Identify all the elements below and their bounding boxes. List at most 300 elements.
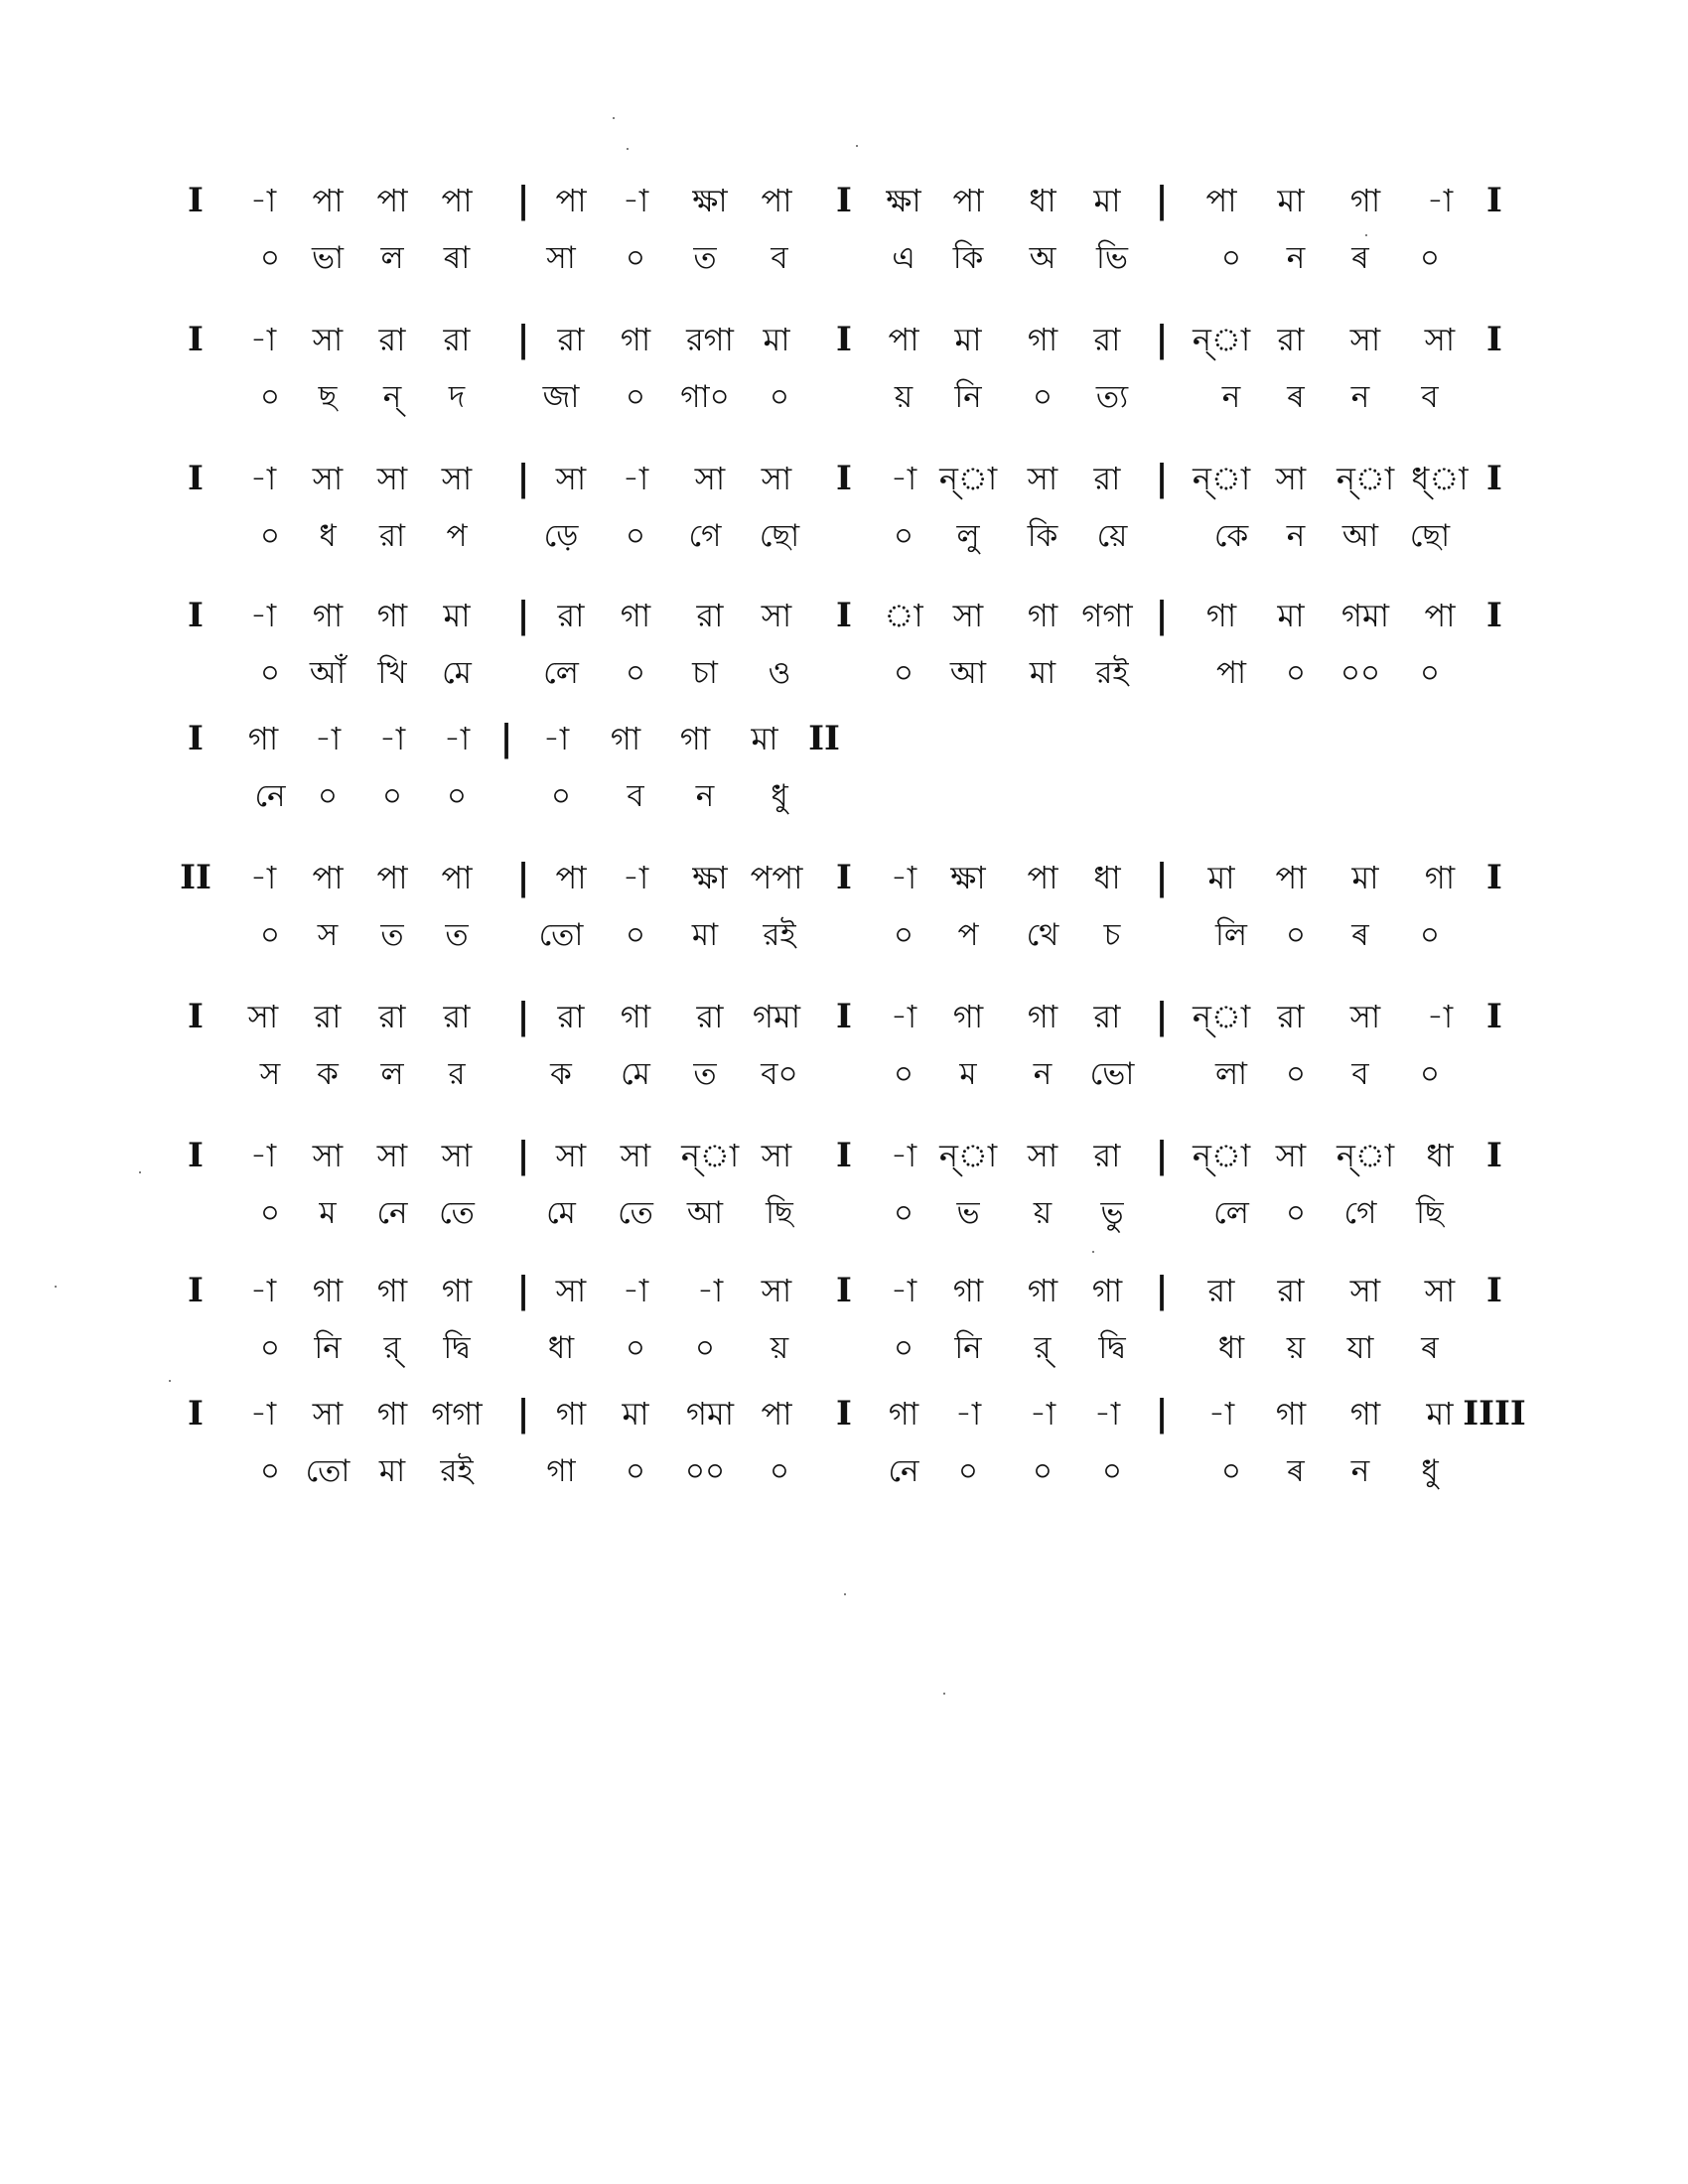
section-mark: I — [1486, 459, 1502, 498]
lyric-syllable: ০ — [259, 1453, 281, 1489]
lyric-syllable: মে — [442, 655, 472, 691]
lyric-syllable: কি — [952, 240, 984, 276]
lyrics-line — [0, 649, 1688, 697]
lyric-syllable: খি — [377, 655, 407, 691]
lyric-syllable: দ্বি — [443, 1330, 471, 1366]
lyric-syllable: চ — [1103, 917, 1121, 953]
note: ন্া — [1336, 460, 1395, 497]
section-mark: I — [1486, 997, 1502, 1036]
lyric-syllable: ল — [380, 1056, 404, 1092]
lyric-syllable: ০ — [893, 1330, 914, 1366]
section-mark: I — [188, 320, 204, 359]
note: মা — [622, 1395, 649, 1433]
note: সা — [376, 1137, 408, 1174]
lyric-syllable: গা০ — [680, 379, 730, 415]
note: গা — [1027, 321, 1058, 358]
note: গমা — [752, 998, 801, 1035]
lyric-syllable: ০ — [957, 1453, 979, 1489]
lyric-syllable: মা — [1029, 655, 1056, 691]
lyric-syllable: রা — [378, 518, 406, 554]
lyric-syllable: ০ — [446, 778, 468, 814]
lyric-syllable: ০ — [625, 240, 646, 276]
note: ক্ষা — [886, 182, 921, 219]
section-mark: I — [836, 1136, 852, 1175]
lyrics-line — [0, 1050, 1688, 1098]
note: সা — [1275, 1137, 1307, 1174]
lyric-syllable: ত — [693, 240, 717, 276]
note: মা — [751, 720, 778, 757]
bar-line: | — [516, 458, 530, 499]
lyric-syllable: ০ — [1032, 379, 1054, 415]
note: গগা — [1081, 597, 1133, 634]
note: ন্া — [680, 1137, 740, 1174]
note: -া — [1093, 1395, 1121, 1433]
note: রা — [557, 597, 585, 634]
lyric-syllable: মা — [378, 1453, 406, 1489]
lyric-syllable: চা — [692, 655, 718, 691]
lyric-syllable: য় — [894, 379, 914, 415]
lyrics-line — [0, 1189, 1688, 1237]
notation-line — [0, 1390, 1688, 1437]
note: রা — [378, 998, 406, 1035]
lyric-syllable: ০ — [259, 379, 281, 415]
lyric-syllable: নি — [954, 379, 982, 415]
note: -া — [622, 460, 649, 497]
bar-line: | — [516, 996, 530, 1037]
note: রা — [1093, 460, 1121, 497]
scan-speck — [943, 1693, 945, 1695]
note: সা — [952, 597, 984, 634]
note: -া — [890, 1137, 917, 1174]
note: গা — [376, 1395, 408, 1433]
lyric-syllable: ভু — [1100, 1195, 1124, 1231]
lyric-syllable: ০ — [1220, 1453, 1242, 1489]
note: পা — [1275, 859, 1307, 896]
lyric-syllable: ০ — [550, 778, 572, 814]
lyric-syllable: ল — [380, 240, 404, 276]
lyric-syllable: নি — [314, 1330, 342, 1366]
note: গা — [312, 1272, 344, 1309]
note: পা — [1205, 182, 1237, 219]
lyric-syllable: ন — [1286, 518, 1306, 554]
note: -া — [622, 1272, 649, 1309]
note: সা — [555, 1272, 587, 1309]
note: া — [884, 597, 923, 634]
note: সা — [1424, 321, 1456, 358]
lyric-syllable: ০ — [625, 917, 646, 953]
lyric-syllable: প — [446, 518, 468, 554]
section-mark: I — [188, 1271, 204, 1310]
section-mark: I — [836, 181, 852, 220]
note: -া — [1029, 1395, 1056, 1433]
lyric-syllable: ০ — [625, 379, 646, 415]
notation-line — [0, 592, 1688, 639]
lyric-syllable: ০ — [259, 655, 281, 691]
note: রা — [696, 998, 724, 1035]
lyric-syllable: য় — [1033, 1195, 1053, 1231]
lyric-syllable: ন — [1350, 1453, 1370, 1489]
note: সা — [1424, 1272, 1456, 1309]
note: -া — [443, 720, 471, 757]
section-mark: I — [836, 596, 852, 635]
note: ন্া — [1336, 1137, 1395, 1174]
bar-line: | — [1155, 1270, 1169, 1311]
lyric-syllable: ০ — [893, 917, 914, 953]
section-mark: II — [808, 719, 840, 758]
note: পা — [555, 182, 587, 219]
lyric-syllable: ভ — [956, 1195, 980, 1231]
bar-line: | — [499, 718, 513, 759]
section-mark: II — [180, 858, 211, 897]
note: সা — [761, 1137, 792, 1174]
note: মা — [1207, 859, 1235, 896]
bar-line: | — [516, 857, 530, 898]
lyric-syllable: য় — [770, 1330, 789, 1366]
lyric-syllable: তো — [305, 1453, 351, 1489]
note: রা — [314, 998, 342, 1035]
lyric-syllable: ক — [317, 1056, 339, 1092]
note: -া — [622, 859, 649, 896]
lyric-syllable: তে — [439, 1195, 475, 1231]
note: -া — [954, 1395, 982, 1433]
bar-line: | — [1155, 857, 1169, 898]
lyric-syllable: যা — [1346, 1330, 1374, 1366]
bar-line: | — [1155, 319, 1169, 360]
note: মা — [1351, 859, 1379, 896]
note: সা — [1027, 1137, 1058, 1174]
lyric-syllable: ০ — [893, 655, 914, 691]
note: গা — [610, 720, 641, 757]
lyric-syllable: মে — [546, 1195, 576, 1231]
note: ন্া — [938, 460, 998, 497]
section-mark: I — [836, 320, 852, 359]
lyric-syllable: ব — [1351, 1056, 1369, 1092]
lyric-syllable: লি — [1215, 917, 1247, 953]
lyric-syllable: ন — [1033, 1056, 1053, 1092]
note: সা — [555, 460, 587, 497]
bar-line: | — [516, 595, 530, 636]
lyric-syllable: ০ — [1419, 240, 1441, 276]
lyric-syllable: আ — [686, 1195, 724, 1231]
note: ধা — [1093, 859, 1121, 896]
lyric-syllable: তো — [538, 917, 584, 953]
lyric-syllable: ম — [319, 1195, 337, 1231]
bar-line: | — [1155, 996, 1169, 1037]
note: রা — [1093, 1137, 1121, 1174]
lyric-syllable: ০ — [1285, 917, 1307, 953]
note: পা — [441, 859, 473, 896]
note: -া — [249, 1137, 277, 1174]
lyric-syllable: স — [317, 917, 339, 953]
lyric-syllable: ০ — [625, 1330, 646, 1366]
lyric-syllable: ০ — [893, 1056, 914, 1092]
bar-line: | — [516, 180, 530, 221]
lyric-syllable: ৰা — [443, 240, 471, 276]
notation-line — [0, 993, 1688, 1040]
lyric-syllable: কি — [1027, 518, 1058, 554]
lyric-syllable: ধা — [547, 1330, 575, 1366]
note: পা — [555, 859, 587, 896]
note: সা — [312, 1137, 344, 1174]
notation-line — [0, 854, 1688, 901]
lyric-syllable: ০ — [769, 1453, 790, 1489]
note: -া — [890, 998, 917, 1035]
lyric-syllable: মে — [621, 1056, 650, 1092]
note: ক্ষা — [692, 182, 728, 219]
lyric-syllable: ও — [768, 655, 791, 691]
notation-line — [0, 455, 1688, 502]
note: রা — [1277, 998, 1305, 1035]
scan-speck — [844, 1593, 846, 1595]
note: গা — [376, 1272, 408, 1309]
lyric-syllable: ধু — [771, 778, 788, 814]
note: -া — [249, 1272, 277, 1309]
scan-speck — [55, 1286, 57, 1288]
lyric-syllable: ত — [445, 917, 469, 953]
note: সা — [555, 1137, 587, 1174]
lyric-syllable: ০০ — [684, 1453, 726, 1489]
note: রা — [696, 597, 724, 634]
bar-line: | — [516, 1270, 530, 1311]
notation-line — [0, 715, 1688, 762]
note: -া — [249, 321, 277, 358]
lyric-syllable: ০ — [694, 1330, 716, 1366]
lyric-syllable: ০ — [1419, 655, 1441, 691]
lyric-syllable: মা — [691, 917, 719, 953]
lyric-syllable: কে — [1213, 518, 1249, 554]
lyric-syllable: ব — [1421, 379, 1439, 415]
note: রা — [443, 998, 471, 1035]
lyric-syllable: নে — [376, 1195, 408, 1231]
lyric-syllable: থে — [1026, 917, 1059, 953]
section-mark: I — [188, 1136, 204, 1175]
note: রা — [1093, 321, 1121, 358]
lyric-syllable: ক — [550, 1056, 572, 1092]
note: রা — [1277, 1272, 1305, 1309]
section-mark: I — [836, 858, 852, 897]
bar-line: | — [516, 1393, 530, 1434]
lyric-syllable: ০ — [1285, 1056, 1307, 1092]
note: -া — [314, 720, 342, 757]
lyric-syllable: গে — [688, 518, 722, 554]
section-mark: IIII — [1463, 1394, 1526, 1433]
lyric-syllable: ন — [1286, 240, 1306, 276]
lyrics-line — [0, 1447, 1688, 1495]
section-mark: I — [188, 1394, 204, 1433]
note: পা — [376, 182, 408, 219]
lyric-syllable: লে — [1213, 1195, 1249, 1231]
section-mark: I — [188, 459, 204, 498]
section-mark: I — [1486, 1271, 1502, 1310]
note: -া — [249, 597, 277, 634]
lyrics-line — [0, 512, 1688, 560]
lyric-syllable: রই — [763, 917, 796, 953]
note: সা — [620, 1137, 651, 1174]
bar-line: | — [1155, 1135, 1169, 1176]
scan-speck — [1365, 234, 1367, 236]
section-mark: I — [836, 459, 852, 498]
note: সা — [761, 460, 792, 497]
note: সা — [441, 460, 473, 497]
lyric-syllable: ভো — [1089, 1056, 1135, 1092]
bar-line: | — [1155, 1393, 1169, 1434]
lyrics-line — [0, 772, 1688, 820]
note: গা — [1349, 1395, 1381, 1433]
lyric-syllable: ০ — [259, 518, 281, 554]
note: মা — [1093, 182, 1121, 219]
lyric-syllable: ০ — [1419, 1056, 1441, 1092]
lyric-syllable: জা — [542, 379, 580, 415]
note: -া — [1426, 998, 1454, 1035]
note: -া — [542, 720, 570, 757]
note: -া — [622, 182, 649, 219]
bar-line: | — [516, 1135, 530, 1176]
note: -া — [249, 859, 277, 896]
note: সা — [761, 597, 792, 634]
note: ন্া — [1192, 460, 1251, 497]
lyric-syllable: ব০ — [761, 1056, 798, 1092]
note: ন্া — [938, 1137, 998, 1174]
note: -া — [890, 859, 917, 896]
lyric-syllable: ব — [627, 778, 644, 814]
note: পা — [312, 182, 344, 219]
notation-line — [0, 177, 1688, 224]
note: পা — [1027, 859, 1058, 896]
note: ধা — [1426, 1137, 1454, 1174]
note: গা — [620, 597, 651, 634]
note: গা — [247, 720, 279, 757]
lyric-syllable: য়ে — [1096, 518, 1128, 554]
note: গা — [1275, 1395, 1307, 1433]
lyric-syllable: স — [259, 1056, 281, 1092]
lyric-syllable: ত্য — [1095, 379, 1129, 415]
note: পপা — [750, 859, 803, 896]
lyric-syllable: এ — [892, 240, 915, 276]
note: সা — [312, 321, 344, 358]
note: -া — [1426, 182, 1454, 219]
lyric-syllable: অ — [1029, 240, 1056, 276]
note: মা — [1277, 182, 1305, 219]
lyric-syllable: পা — [1215, 655, 1247, 691]
lyric-syllable: ০ — [893, 518, 914, 554]
note: ন্া — [1192, 998, 1251, 1035]
note: রা — [378, 321, 406, 358]
lyrics-line — [0, 1324, 1688, 1372]
lyric-syllable: লু — [956, 518, 980, 554]
section-mark: I — [836, 1271, 852, 1310]
lyric-syllable: ছো — [759, 518, 800, 554]
lyrics-line — [0, 234, 1688, 282]
lyric-syllable: ০ — [1285, 655, 1307, 691]
scan-speck — [139, 1171, 141, 1173]
note: মা — [1277, 597, 1305, 634]
note: গমা — [685, 1395, 735, 1433]
note: ন্া — [1192, 321, 1251, 358]
lyric-syllable: ছি — [1416, 1195, 1444, 1231]
note: -া — [249, 460, 277, 497]
scan-speck — [627, 148, 629, 150]
lyric-syllable: আ — [949, 655, 987, 691]
lyric-syllable: ৰ — [1287, 379, 1305, 415]
lyric-syllable: য় — [1286, 1330, 1306, 1366]
note: -া — [890, 460, 917, 497]
lyric-syllable: ০ — [381, 778, 403, 814]
notation-line — [0, 1267, 1688, 1314]
note: সা — [376, 460, 408, 497]
note: গা — [952, 998, 984, 1035]
lyric-syllable: ০ — [893, 1195, 914, 1231]
bar-line: | — [1155, 458, 1169, 499]
note: মা — [443, 597, 471, 634]
lyric-syllable: ০ — [769, 379, 790, 415]
note: রা — [557, 321, 585, 358]
notation-line — [0, 316, 1688, 363]
lyric-syllable: ধা — [1217, 1330, 1245, 1366]
lyric-syllable: প — [957, 917, 979, 953]
note: ক্ষা — [950, 859, 986, 896]
lyric-syllable: নে — [254, 778, 286, 814]
note: ক্ষা — [692, 859, 728, 896]
lyric-syllable: ৰ — [1287, 1453, 1305, 1489]
note: গা — [679, 720, 711, 757]
note: গা — [620, 321, 651, 358]
note: গগা — [431, 1395, 483, 1433]
note: রা — [443, 321, 471, 358]
note: রা — [1093, 998, 1121, 1035]
lyric-syllable: ম — [959, 1056, 977, 1092]
note: গা — [1027, 1272, 1058, 1309]
lyric-syllable: তে — [618, 1195, 653, 1231]
note: সা — [1027, 460, 1058, 497]
note: মা — [1426, 1395, 1454, 1433]
lyric-syllable: দ্বি — [1098, 1330, 1126, 1366]
lyric-syllable: ০ — [317, 778, 339, 814]
lyric-syllable: ৰ — [1421, 1330, 1439, 1366]
lyric-syllable: ০ — [1032, 1453, 1054, 1489]
lyric-syllable: ড়ে — [543, 518, 579, 554]
note: সা — [694, 460, 726, 497]
note: -া — [378, 720, 406, 757]
lyric-syllable: ছি — [766, 1195, 793, 1231]
bar-line: | — [1155, 180, 1169, 221]
note: পা — [376, 859, 408, 896]
note: পা — [761, 1395, 792, 1433]
lyric-syllable: রই — [1095, 655, 1129, 691]
lyric-syllable: ত — [693, 1056, 717, 1092]
lyric-syllable: গা — [546, 1453, 576, 1489]
note: রা — [1207, 1272, 1235, 1309]
bar-line: | — [1155, 595, 1169, 636]
note: গা — [620, 998, 651, 1035]
lyric-syllable: ০ — [259, 1330, 281, 1366]
note: পা — [312, 859, 344, 896]
lyric-syllable: র্ — [383, 1330, 401, 1366]
lyric-syllable: ন্ — [382, 379, 402, 415]
scan-speck — [856, 145, 858, 147]
section-mark: I — [188, 997, 204, 1036]
note: পা — [1424, 597, 1456, 634]
section-mark: I — [1486, 596, 1502, 635]
note: রা — [557, 998, 585, 1035]
note: গা — [888, 1395, 919, 1433]
lyric-syllable: র্ — [1034, 1330, 1052, 1366]
lyric-syllable: ০ — [625, 518, 646, 554]
section-mark: I — [1486, 181, 1502, 220]
lyric-syllable: ০ — [1285, 1195, 1307, 1231]
lyric-syllable: ছ — [318, 379, 338, 415]
lyric-syllable: ন — [695, 778, 715, 814]
note: গা — [1027, 597, 1058, 634]
